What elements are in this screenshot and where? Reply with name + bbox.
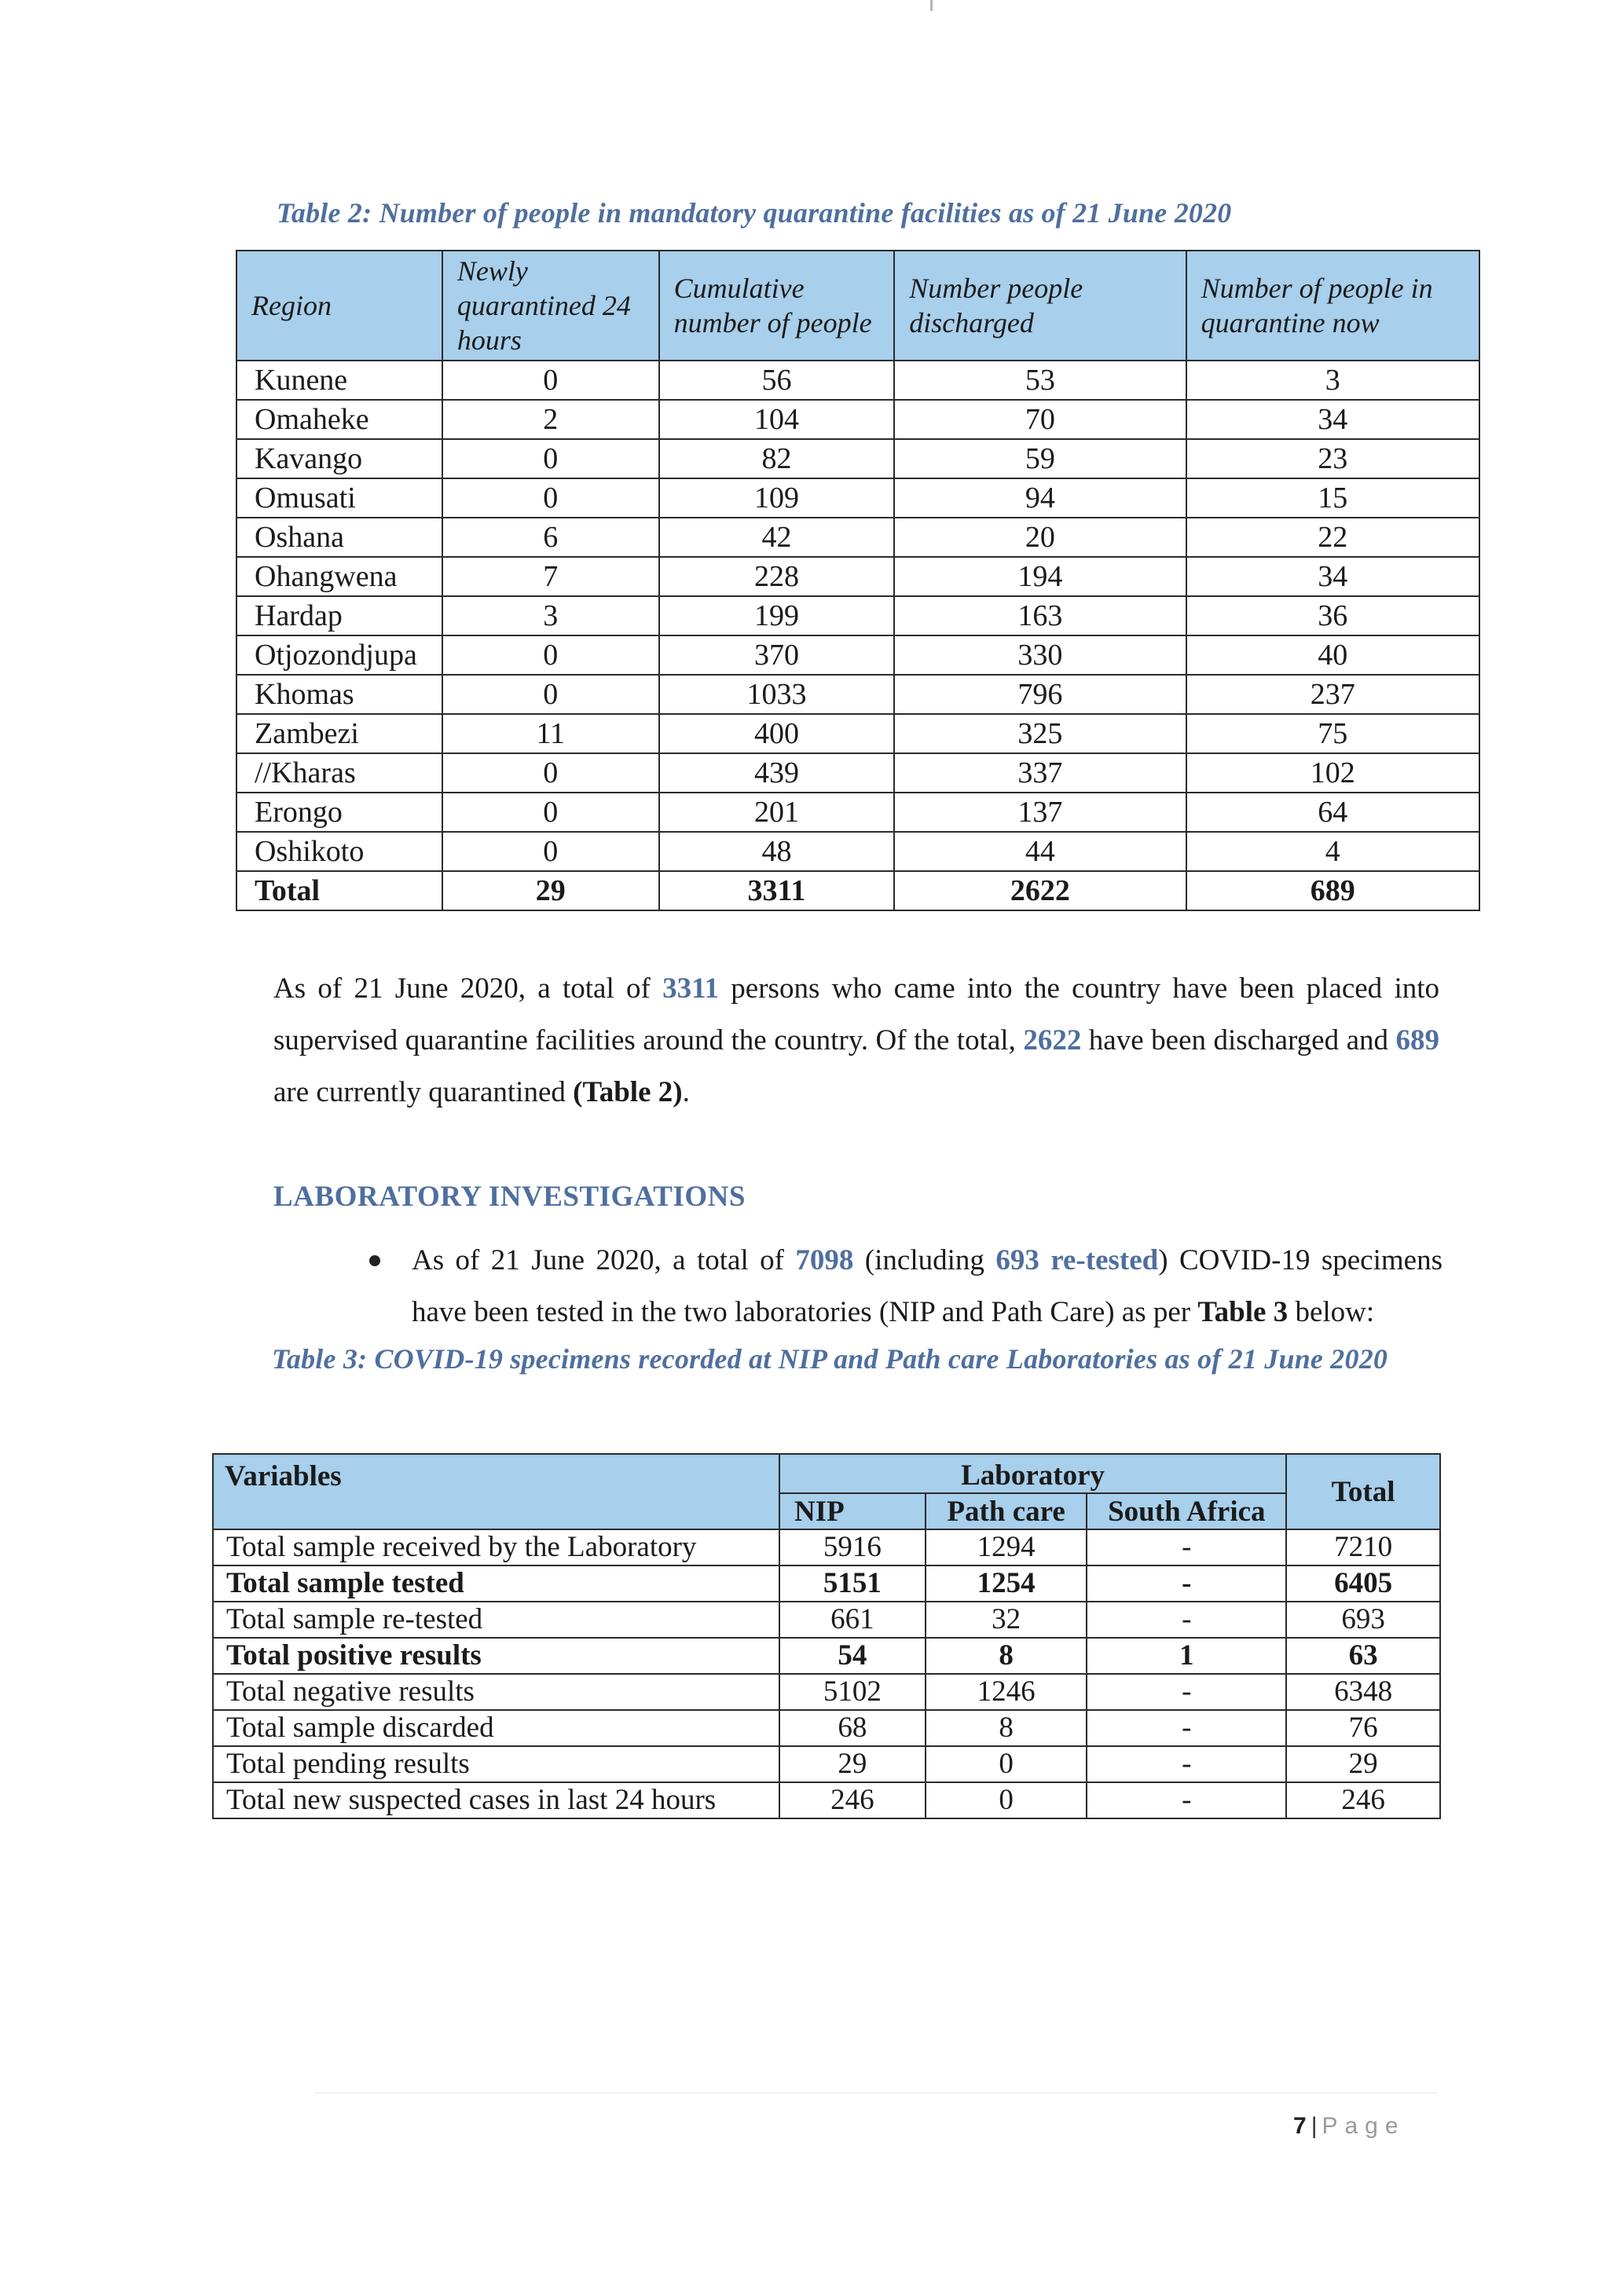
- nip-cell: 54: [779, 1638, 926, 1674]
- table-row: [236, 753, 1479, 793]
- nip-cell: 5102: [779, 1674, 926, 1710]
- value-cell: 82: [659, 439, 895, 478]
- text-run: (including: [853, 1244, 996, 1276]
- south-africa-cell: 1: [1087, 1638, 1286, 1674]
- header-region: Region: [236, 251, 442, 361]
- value-cell: 199: [659, 596, 895, 635]
- value-cell: 0: [442, 478, 659, 518]
- south-africa-cell: -: [1087, 1602, 1286, 1638]
- header-south-africa: South Africa: [1087, 1493, 1286, 1529]
- text-run: ) COVID-19 specimens have been tested in the two laboratories (NIP and Path Care) as per: [412, 1244, 1443, 1328]
- south-africa-cell: -: [1087, 1529, 1286, 1565]
- header-laboratory: Laboratory: [779, 1454, 1286, 1493]
- value-cell: 137: [894, 793, 1186, 832]
- total-cell: 76: [1286, 1710, 1440, 1746]
- region-cell: Kunene: [236, 361, 442, 400]
- value-cell: 40: [1186, 635, 1479, 675]
- value-cell: 104: [659, 400, 895, 439]
- table-row: [236, 675, 1479, 714]
- text-run: have been discharged and: [1081, 1024, 1396, 1056]
- value-cell: 194: [894, 557, 1186, 596]
- page-number: [1293, 2113, 1406, 2140]
- south-africa-cell: -: [1087, 1565, 1286, 1602]
- variable-cell: Total negative results: [213, 1674, 779, 1710]
- header-nip: NIP: [779, 1493, 926, 1529]
- south-africa-cell: -: [1087, 1746, 1286, 1782]
- highlight-total-specimens: 7098: [795, 1244, 854, 1276]
- variable-cell: Total pending results: [213, 1746, 779, 1782]
- value-cell: 400: [659, 714, 895, 753]
- table-reference: Table 3: [1197, 1296, 1289, 1328]
- table-row: [236, 635, 1479, 675]
- table-row: [236, 793, 1479, 832]
- region-cell: Oshana: [236, 518, 442, 557]
- page-separator: |: [1311, 2113, 1318, 2139]
- text-run: As of 21 June 2020, a total of: [412, 1244, 796, 1276]
- total-cell: 63: [1286, 1638, 1440, 1674]
- total-cell: 246: [1286, 1782, 1440, 1818]
- value-cell: 201: [659, 793, 895, 832]
- value-cell: 102: [1186, 753, 1479, 793]
- path-care-cell: 1246: [926, 1674, 1087, 1710]
- table-row: [236, 557, 1479, 596]
- region-cell: Oshikoto: [236, 832, 442, 871]
- total-cell: 693: [1286, 1602, 1440, 1638]
- variable-cell: Total new suspected cases in last 24 hours: [213, 1782, 779, 1818]
- table-row: [236, 714, 1479, 753]
- value-cell: 1033: [659, 675, 895, 714]
- path-care-cell: 32: [926, 1602, 1087, 1638]
- table-row: [213, 1782, 1440, 1818]
- text-run: persons who came into the country have been placed into supervised quarantine facilities around the country. Of the total,: [273, 972, 1439, 1056]
- bullet-icon: [369, 1255, 380, 1266]
- table-row: [213, 1602, 1440, 1638]
- page-number-value: 7: [1293, 2113, 1307, 2139]
- value-cell: 0: [442, 753, 659, 793]
- region-cell: Otjozondjupa: [236, 635, 442, 675]
- value-cell: 3: [442, 596, 659, 635]
- scan-artifact: [930, 0, 933, 11]
- text-run: .: [682, 1076, 690, 1108]
- value-cell: 0: [442, 793, 659, 832]
- path-care-cell: 0: [926, 1746, 1087, 1782]
- nip-cell: 5151: [779, 1565, 926, 1602]
- region-cell: Omusati: [236, 478, 442, 518]
- table-row: [236, 478, 1479, 518]
- value-cell: 7: [442, 557, 659, 596]
- total-cell: 29: [1286, 1746, 1440, 1782]
- total-cell: 29: [442, 871, 659, 910]
- value-cell: 42: [659, 518, 895, 557]
- value-cell: 0: [442, 439, 659, 478]
- nip-cell: 29: [779, 1746, 926, 1782]
- south-africa-cell: -: [1087, 1710, 1286, 1746]
- path-care-cell: 0: [926, 1782, 1087, 1818]
- value-cell: 0: [442, 635, 659, 675]
- table-row: [213, 1746, 1440, 1782]
- value-cell: 34: [1186, 557, 1479, 596]
- nip-cell: 68: [779, 1710, 926, 1746]
- value-cell: 325: [894, 714, 1186, 753]
- page-label: Page: [1322, 2113, 1406, 2139]
- table-row: [213, 1565, 1440, 1602]
- value-cell: 64: [1186, 793, 1479, 832]
- path-care-cell: 8: [926, 1638, 1087, 1674]
- highlight-currently-quarantined: 689: [1395, 1024, 1439, 1056]
- bullet-item: [369, 1235, 1443, 1338]
- value-cell: 0: [442, 675, 659, 714]
- value-cell: 228: [659, 557, 895, 596]
- text-run: As of 21 June 2020, a total of: [273, 972, 663, 1005]
- table-row: [213, 1529, 1440, 1565]
- value-cell: 11: [442, 714, 659, 753]
- header-variables: Variables: [213, 1454, 779, 1529]
- region-cell: Khomas: [236, 675, 442, 714]
- text-run: are currently quarantined: [273, 1076, 574, 1108]
- variable-cell: Total sample received by the Laboratory: [213, 1529, 779, 1565]
- value-cell: 56: [659, 361, 895, 400]
- region-cell: Ohangwena: [236, 557, 442, 596]
- value-cell: 22: [1186, 518, 1479, 557]
- value-cell: 337: [894, 753, 1186, 793]
- path-care-cell: 8: [926, 1710, 1087, 1746]
- table2-caption: Table 2: Number of people in mandatory quarantine facilities as of 21 June 2020: [277, 197, 1232, 229]
- highlight-retested: 693 re-tested: [995, 1244, 1159, 1276]
- section-heading: LABORATORY INVESTIGATIONS: [273, 1181, 746, 1213]
- value-cell: 0: [442, 832, 659, 871]
- laboratory-table: [212, 1453, 1441, 1819]
- header-discharged: Number people discharged: [894, 251, 1186, 361]
- header-total: Total: [1286, 1454, 1440, 1529]
- header-newly-quarantined: Newly quarantined 24 hours: [442, 251, 659, 361]
- value-cell: 59: [894, 439, 1186, 478]
- value-cell: 94: [894, 478, 1186, 518]
- south-africa-cell: -: [1087, 1674, 1286, 1710]
- table-row: [236, 439, 1479, 478]
- total-cell: 6348: [1286, 1674, 1440, 1710]
- region-cell: Kavango: [236, 439, 442, 478]
- variable-cell: Total sample tested: [213, 1565, 779, 1602]
- value-cell: 36: [1186, 596, 1479, 635]
- header-path-care: Path care: [926, 1493, 1087, 1529]
- value-cell: 796: [894, 675, 1186, 714]
- table-row: [213, 1638, 1440, 1674]
- table-header-row: [236, 251, 1479, 361]
- variable-cell: Total sample discarded: [213, 1710, 779, 1746]
- quarantine-table: [236, 250, 1480, 911]
- total-label: Total: [236, 871, 442, 910]
- value-cell: 53: [894, 361, 1186, 400]
- table-row: [236, 361, 1479, 400]
- value-cell: 34: [1186, 400, 1479, 439]
- variable-cell: Total positive results: [213, 1638, 779, 1674]
- text-run: below:: [1288, 1296, 1375, 1328]
- table3-caption: Table 3: COVID-19 specimens recorded at NIP and Path care Laboratories as of 21 June 2020: [272, 1343, 1388, 1375]
- table-row: [213, 1674, 1440, 1710]
- path-care-cell: 1294: [926, 1529, 1087, 1565]
- region-cell: Hardap: [236, 596, 442, 635]
- value-cell: 44: [894, 832, 1186, 871]
- region-cell: Erongo: [236, 793, 442, 832]
- value-cell: 6: [442, 518, 659, 557]
- region-cell: Zambezi: [236, 714, 442, 753]
- value-cell: 75: [1186, 714, 1479, 753]
- total-cell: 6405: [1286, 1565, 1440, 1602]
- bullet-text: [412, 1235, 1443, 1338]
- total-cell: 7210: [1286, 1529, 1440, 1565]
- table-row: [236, 400, 1479, 439]
- value-cell: 15: [1186, 478, 1479, 518]
- value-cell: 439: [659, 753, 895, 793]
- value-cell: 237: [1186, 675, 1479, 714]
- value-cell: 23: [1186, 439, 1479, 478]
- region-cell: Omaheke: [236, 400, 442, 439]
- south-africa-cell: -: [1087, 1782, 1286, 1818]
- value-cell: 3: [1186, 361, 1479, 400]
- nip-cell: 246: [779, 1782, 926, 1818]
- value-cell: 370: [659, 635, 895, 675]
- value-cell: 4: [1186, 832, 1479, 871]
- value-cell: 70: [894, 400, 1186, 439]
- variable-cell: Total sample re-tested: [213, 1602, 779, 1638]
- path-care-cell: 1254: [926, 1565, 1087, 1602]
- table-header-row: [213, 1454, 1440, 1493]
- total-row: [236, 871, 1479, 910]
- value-cell: 2: [442, 400, 659, 439]
- value-cell: 48: [659, 832, 895, 871]
- highlight-discharged: 2622: [1023, 1024, 1082, 1056]
- header-in-quarantine: Number of people in quarantine now: [1186, 251, 1479, 361]
- table-row: [236, 596, 1479, 635]
- highlight-total-quarantined: 3311: [662, 972, 720, 1005]
- total-cell: 689: [1186, 871, 1479, 910]
- value-cell: 163: [894, 596, 1186, 635]
- value-cell: 0: [442, 361, 659, 400]
- table-row: [236, 832, 1479, 871]
- value-cell: 109: [659, 478, 895, 518]
- value-cell: 330: [894, 635, 1186, 675]
- total-cell: 2622: [894, 871, 1186, 910]
- header-cumulative: Cumulative number of people: [659, 251, 895, 361]
- table-row: [236, 518, 1479, 557]
- region-cell: //Kharas: [236, 753, 442, 793]
- nip-cell: 5916: [779, 1529, 926, 1565]
- quarantine-summary-paragraph: [273, 963, 1439, 1119]
- table-reference: (Table 2): [573, 1076, 683, 1108]
- table-row: [213, 1710, 1440, 1746]
- nip-cell: 661: [779, 1602, 926, 1638]
- total-cell: 3311: [659, 871, 895, 910]
- value-cell: 20: [894, 518, 1186, 557]
